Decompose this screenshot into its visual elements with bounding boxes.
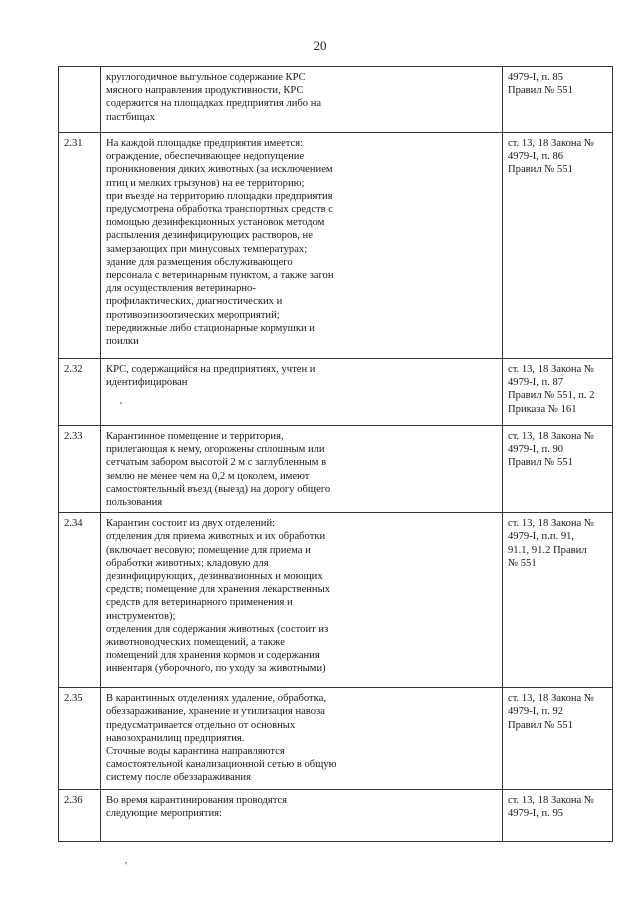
legal-reference-cell <box>503 513 613 688</box>
requirements-table <box>58 66 613 842</box>
requirement-line: средств для ветеринарного применения и <box>106 597 293 609</box>
reference-line: Правил № 551 <box>508 85 573 97</box>
reference-line: 4979-I, п. 87 <box>508 377 564 389</box>
requirement-line: отделения для приема животных и их обработки <box>106 531 326 543</box>
requirement-line: круглогодичное выгульное содержание КРС <box>106 72 306 83</box>
requirement-line: средств; помещение для хранения лекарственных <box>106 584 331 596</box>
item-number: 2.31 <box>59 133 101 359</box>
requirement-line: поилки <box>106 336 139 348</box>
legal-reference-cell <box>503 790 613 842</box>
table-row <box>59 359 613 426</box>
requirement-line: (включает весовую; помещение для приема и <box>106 544 311 556</box>
requirement-line: проникновения диких животных (за исключением <box>106 164 333 176</box>
requirement-line: навозохранилищ предприятия. <box>106 732 245 744</box>
requirement-cell <box>101 133 503 359</box>
legal-reference-cell <box>503 67 613 133</box>
legal-reference-cell <box>503 133 613 359</box>
reference-line: № 551 <box>508 557 537 569</box>
requirement-line: мясного направления продуктивности, КРС <box>106 85 304 97</box>
table-row <box>59 67 613 133</box>
requirement-line: отделения для содержания животных (состоит из <box>106 623 329 635</box>
reference-line: ст. 13, 18 Закона № <box>508 795 595 807</box>
reference-line: ст. 13, 18 Закона № <box>508 431 595 442</box>
requirement-cell <box>101 688 503 790</box>
requirement-line: землю не менее чем на 0,2 м цоколем, имеют <box>106 470 310 482</box>
requirement-line: помощью дезинфекционных установок методом <box>106 217 325 229</box>
page-number: 20 <box>313 38 327 53</box>
table-row <box>59 513 613 688</box>
requirement-line: идентифицирован <box>106 377 188 389</box>
requirement-line: инвентаря (уборочного, по уходу за животными) <box>106 663 326 675</box>
reference-line: Правил № 551, п. 2 <box>508 390 595 402</box>
requirement-line: птиц и мелких грызунов) на ее территорию; <box>106 177 305 189</box>
reference-line: Правил № 551 <box>508 164 573 176</box>
reference-line: Приказа № 161 <box>508 403 577 415</box>
requirement-line: для осуществления ветеринарно- <box>106 283 256 295</box>
requirement-line: КРС, содержащийся на предприятиях, учтен и <box>106 364 316 375</box>
requirement-line: прилегающая к нему, огорожены сплошным или <box>106 444 325 456</box>
legal-reference-cell <box>503 359 613 426</box>
requirement-line: В карантинных отделениях удаление, обработка, <box>106 693 326 705</box>
requirement-cell <box>101 790 503 842</box>
requirement-line: самостоятельный въезд (выезд) на дорогу общего <box>106 483 331 495</box>
requirement-line: ограждение, обеспечивающее недопущение <box>106 151 305 163</box>
requirement-line: Карантин состоит из двух отделений: <box>106 518 276 530</box>
requirement-line: инструментов); <box>106 610 176 622</box>
item-number: 2.34 <box>59 513 101 688</box>
reference-line: Правил № 551 <box>508 457 573 469</box>
requirement-line: Сточные воды карантина направляются <box>106 746 285 758</box>
requirement-line: Карантинное помещение и территория, <box>106 431 284 442</box>
reference-line: 4979-I, п. 85 <box>508 72 564 83</box>
requirement-cell <box>101 67 503 133</box>
table-row <box>59 426 613 513</box>
requirement-line: систему после обеззараживания <box>106 772 251 784</box>
table-body <box>59 67 613 842</box>
item-number: 2.35 <box>59 688 101 790</box>
requirement-line: пользования <box>106 497 163 509</box>
requirement-line: распыления дезинфицирующих растворов, не <box>106 230 313 242</box>
reference-line: 91.1, 91.2 Правил <box>508 544 587 556</box>
requirement-cell <box>101 426 503 513</box>
scan-mark: ' <box>120 400 122 412</box>
requirement-line: помещений для хранения кормов и содержания <box>106 650 320 662</box>
item-number <box>59 67 101 133</box>
reference-line: ст. 13, 18 Закона № <box>508 364 595 375</box>
reference-line: ст. 13, 18 Закона № <box>508 518 595 530</box>
requirement-line: персонала с ветеринарным пунктом, а также загон <box>106 270 334 282</box>
requirement-line: Во время карантинирования проводятся <box>106 795 288 807</box>
requirement-line: дезинфицирующих, дезинвазионных и моющих <box>106 571 323 583</box>
requirement-line: обработки животных; кладовую для <box>106 557 269 569</box>
reference-line: 4979-I, п. 90 <box>508 444 564 456</box>
scan-mark: ' <box>125 860 127 872</box>
requirement-line: следующие мероприятия: <box>106 808 222 820</box>
requirement-line: самостоятельной канализационной сетью в общую <box>106 759 337 771</box>
requirement-line: предусмотрена обработка транспортных средств с <box>106 204 334 216</box>
reference-line: 4979-I, п. 86 <box>508 151 564 163</box>
requirement-line: сетчатым забором высотой 2 м с заглубленным в <box>106 457 327 469</box>
item-number: 2.32 <box>59 359 101 426</box>
requirement-line: предусматривается отдельно от основных <box>106 719 296 731</box>
requirement-line: при въезде на территорию площадки предприятия <box>106 190 333 202</box>
item-number: 2.36 <box>59 790 101 842</box>
requirement-line: На каждой площадке предприятия имеется: <box>106 138 304 149</box>
item-number: 2.33 <box>59 426 101 513</box>
legal-reference-cell <box>503 426 613 513</box>
requirement-line: здание для размещения обслуживающего <box>106 256 293 268</box>
requirement-cell <box>101 513 503 688</box>
table-row <box>59 688 613 790</box>
requirement-line: пастбищах <box>106 111 155 123</box>
reference-line: 4979-I, п.п. 91, <box>508 531 575 543</box>
requirement-line: противоэпизоотических мероприятий; <box>106 309 280 321</box>
requirement-line: профилактических, диагностических и <box>106 296 283 308</box>
requirement-line: содержится на площадках предприятия либо на <box>106 98 322 110</box>
reference-line: 4979-I, п. 95 <box>508 808 564 820</box>
table-row <box>59 790 613 842</box>
reference-line: ст. 13, 18 Закона № <box>508 693 595 705</box>
table-row <box>59 133 613 359</box>
requirement-line: передвижные либо стационарные кормушки и <box>106 322 315 334</box>
reference-line: ст. 13, 18 Закона № <box>508 138 595 149</box>
requirement-line: обеззараживание, хранение и утилизация навоза <box>106 706 325 718</box>
requirement-line: животноводческих помещений, а также <box>106 637 285 649</box>
reference-line: Правил № 551 <box>508 719 573 731</box>
requirement-cell <box>101 359 503 426</box>
requirement-line: замерзающих при минусовых температурах; <box>106 243 308 255</box>
legal-reference-cell <box>503 688 613 790</box>
reference-line: 4979-I, п. 92 <box>508 706 564 718</box>
